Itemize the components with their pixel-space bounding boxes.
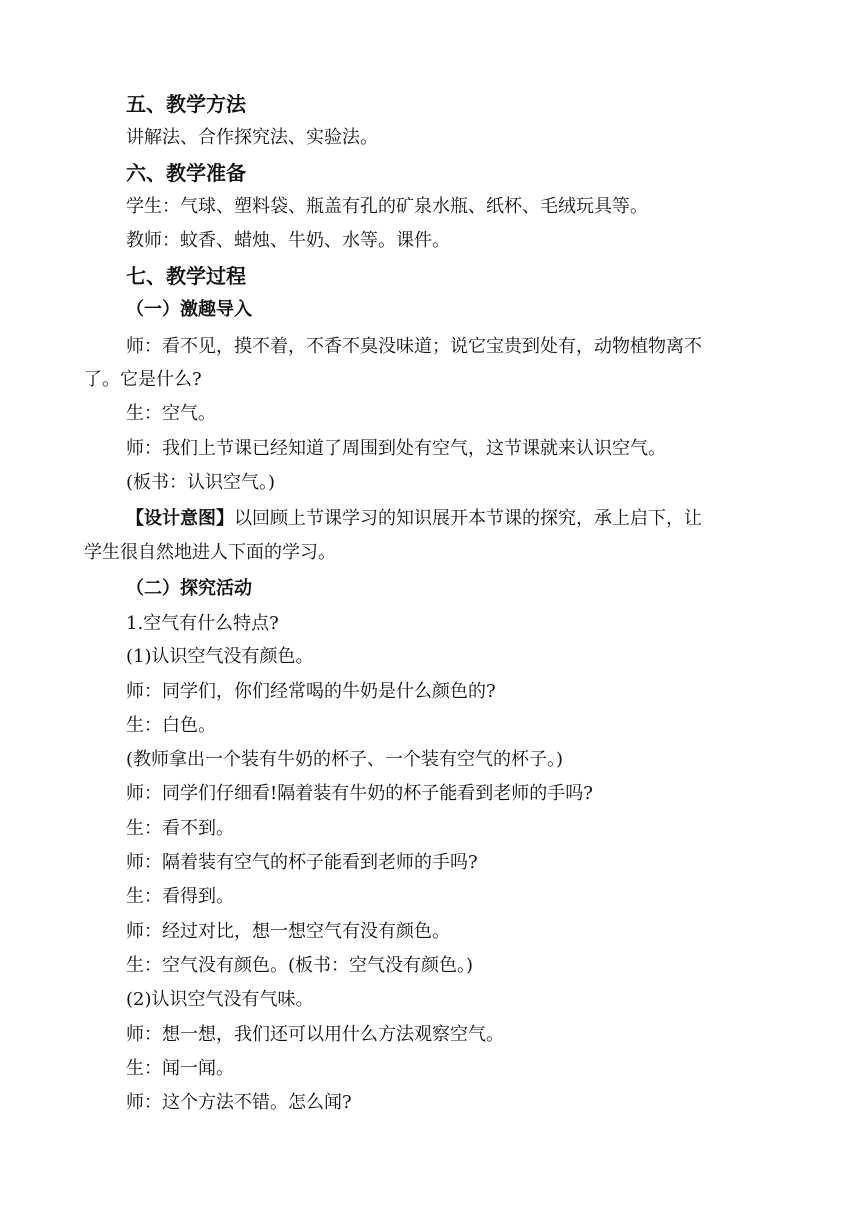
prep-teacher: 教师：蚊香、蜡烛、牛奶、水等。课件。 <box>126 230 450 251</box>
dialog-line: 师：这个方法不错。怎么闻? <box>126 1092 352 1113</box>
dialog-line: 生：空气没有颜色。(板书：空气没有颜色。) <box>126 955 474 976</box>
dialog-line: 生：空气。 <box>126 403 216 424</box>
dialog-line: 师：想一想，我们还可以用什么方法观察空气。 <box>126 1024 504 1045</box>
dialog-line: 生：看得到。 <box>126 886 234 907</box>
dialog-line: 生：看不到。 <box>126 818 234 839</box>
dialog-line: 师：我们上节课已经知道了周围到处有空气，这节课就来认识空气。 <box>126 438 666 459</box>
board-note: (板书：认识空气。) <box>126 472 276 493</box>
section-heading-process: 七、教学过程 <box>126 264 246 288</box>
subheading-part2: （二）探究活动 <box>126 578 252 599</box>
design-intent-label: 【设计意图】 <box>126 508 234 529</box>
methods-text: 讲解法、合作探究法、实验法。 <box>126 127 378 148</box>
dialog-line: 师：同学们，你们经常喝的牛奶是什么颜色的? <box>126 681 496 702</box>
dialog-line: 师：隔着装有空气的杯子能看到老师的手吗? <box>126 852 478 873</box>
question-1: 1.空气有什么特点? <box>126 613 279 634</box>
dialog-line: 生：白色。 <box>126 715 216 736</box>
dialog-line: 师：看不见，摸不着，不香不臭没味道；说它宝贵到处有，动物植物离不 <box>126 336 702 357</box>
subheading-part1: （一）激趣导入 <box>126 299 252 320</box>
design-intent-text: 以回顾上节课学习的知识展开本节课的探究，承上启下，让 <box>234 508 702 529</box>
design-intent <box>126 507 702 531</box>
dialog-line: 师：经过对比，想一想空气有没有颜色。 <box>126 921 450 942</box>
dialog-line: 师：同学们仔细看!隔着装有牛奶的杯子能看到老师的手吗? <box>126 783 593 804</box>
section-heading-methods: 五、教学方法 <box>126 92 246 116</box>
section-heading-preparation: 六、教学准备 <box>126 161 246 185</box>
prep-students: 学生：气球、塑料袋、瓶盖有孔的矿泉水瓶、纸杯、毛绒玩具等。 <box>126 196 648 217</box>
question-1-2: (2)认识空气没有气味。 <box>126 989 314 1010</box>
dialog-line: 了。它是什么? <box>84 369 202 390</box>
design-intent-continued: 学生很自然地进人下面的学习。 <box>84 542 336 563</box>
dialog-line: 生：闻一闻。 <box>126 1058 234 1079</box>
question-1-1: (1)认识空气没有颜色。 <box>126 646 314 667</box>
dialog-line: (教师拿出一个装有牛奶的杯子、一个装有空气的杯子。) <box>126 749 564 770</box>
